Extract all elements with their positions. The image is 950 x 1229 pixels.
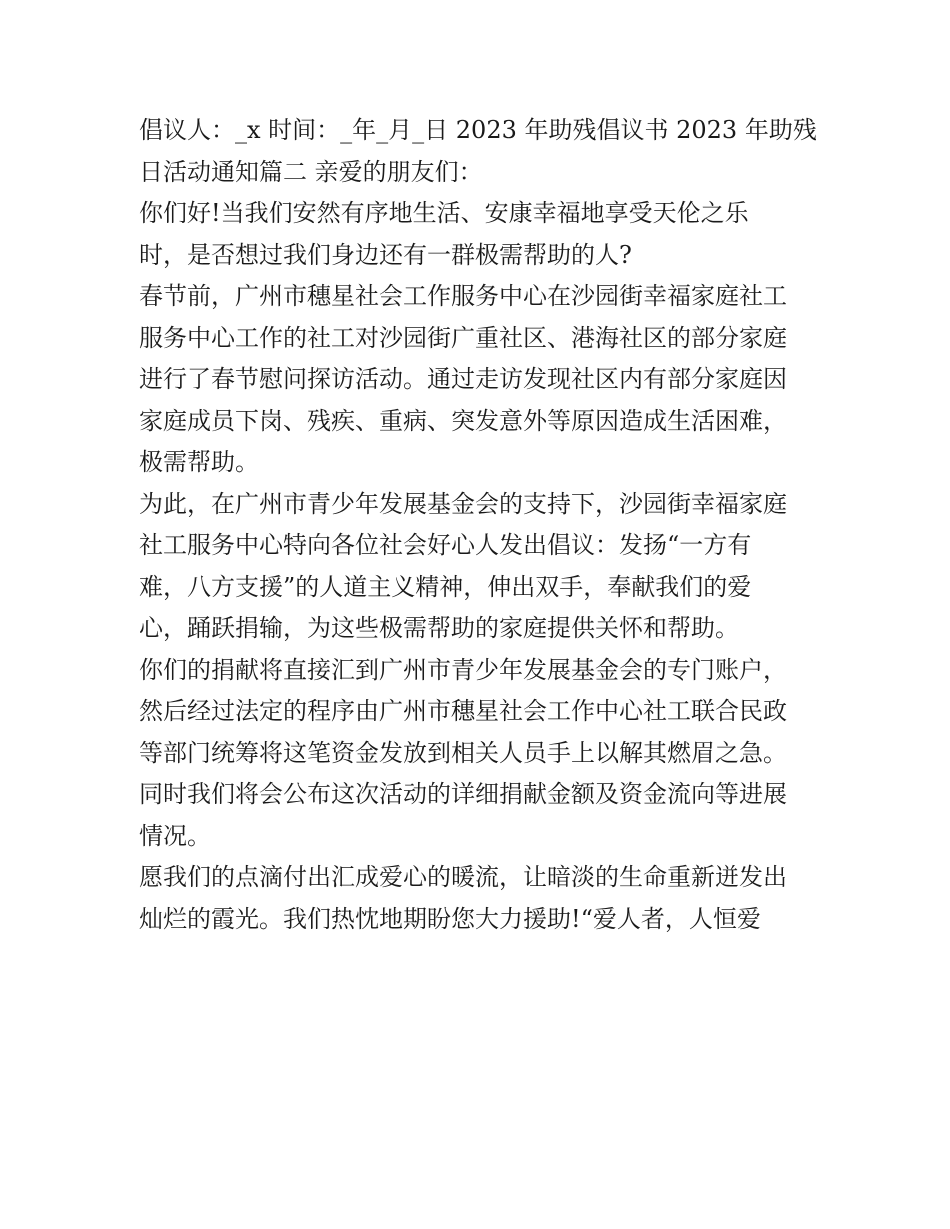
text-line: 然后经过法定的程序由广州市穗星社会工作中心社工联合民政 (139, 697, 787, 725)
text-line: 心，踊跃捐输，为这些极需帮助的家庭提供关怀和帮助。 (139, 614, 739, 642)
text-line: 难，八方支援”的人道主义精神，伸出双手，奉献我们的爱 (139, 572, 752, 601)
text-line: 你们的捐献将直接汇到广州市青少年发展基金会的专门账户， (139, 655, 787, 684)
text-line: 倡议人：_x 时间：_年_月_日 2023 年助残倡议书 2023 年助残 (139, 116, 817, 144)
text-line: 你们好!当我们安然有序地生活、安康幸福地享受天伦之乐 (139, 199, 749, 227)
text-line: 情况。 (139, 821, 211, 850)
text-line: 愿我们的点滴付出汇成爱心的暖流，让暗淡的生命重新迸发出 (139, 863, 787, 891)
text-line: 灿烂的霞光。我们热忱地期盼您大力援助!“爱人者，人恒爱 (139, 904, 761, 933)
text-line: 日活动通知篇二 亲爱的朋友们： (139, 157, 483, 186)
text-line: 服务中心工作的社工对沙园街广重社区、港海社区的部分家庭 (139, 323, 787, 352)
text-line: 等部门统筹将这笔资金发放到相关人员手上以解其燃眉之急。 (139, 738, 787, 767)
document-body (139, 110, 829, 940)
text-line: 家庭成员下岗、残疾、重病、突发意外等原因造成生活困难， (139, 406, 787, 435)
text-line: 同时我们将会公布这次活动的详细捐献金额及资金流向等进展 (139, 780, 787, 808)
text-line: 春节前，广州市穗星社会工作服务中心在沙园街幸福家庭社工 (139, 282, 787, 310)
text-line: 社工服务中心特向各位社会好心人发出倡议：发扬“一方有 (139, 531, 752, 559)
text-line: 极需帮助。 (139, 448, 259, 476)
text-line: 时，是否想过我们身边还有一群极需帮助的人? (139, 240, 632, 269)
text-line: 进行了春节慰问探访活动。通过走访发现社区内有部分家庭因 (139, 365, 787, 393)
text-line: 为此，在广州市青少年发展基金会的支持下，沙园街幸福家庭 (139, 489, 787, 518)
